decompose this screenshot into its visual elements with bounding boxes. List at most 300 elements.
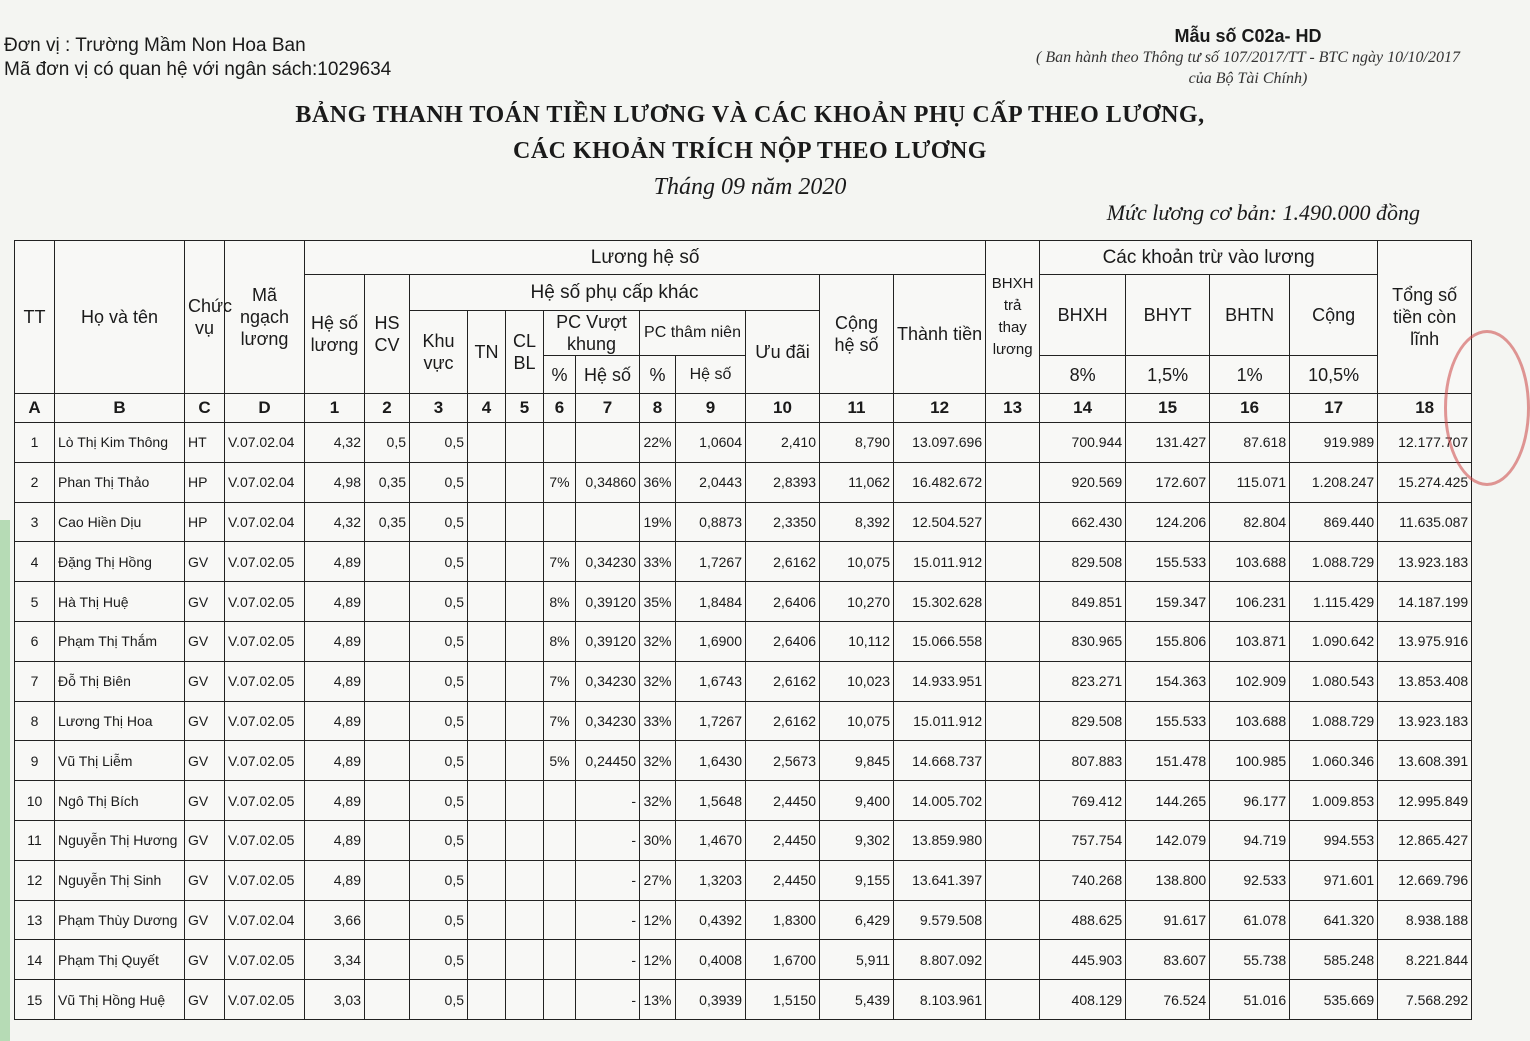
- rate-bhtn: 1%: [1210, 356, 1290, 394]
- table-cell: 0,5: [410, 621, 468, 661]
- table-cell: [544, 781, 576, 821]
- col-grade-code: Mã ngạch lương: [225, 241, 305, 394]
- table-cell: 2,6162: [746, 701, 820, 741]
- table-cell: 51.016: [1210, 980, 1290, 1020]
- table-cell: 0,5: [410, 502, 468, 542]
- table-cell: V.07.02.04: [225, 900, 305, 940]
- table-row: [15, 781, 1472, 821]
- table-cell: 7%: [544, 462, 576, 502]
- table-cell: 1,7267: [676, 701, 746, 741]
- table-cell: 0,5: [410, 781, 468, 821]
- table-cell: [365, 582, 410, 622]
- table-cell: 91.617: [1126, 900, 1210, 940]
- table-cell: 32%: [640, 661, 676, 701]
- table-cell: 1,6743: [676, 661, 746, 701]
- table-cell: 2,8393: [746, 462, 820, 502]
- group-other-allowance: Hệ số phụ cấp khác: [410, 275, 820, 311]
- table-cell: 13.097.696: [894, 423, 986, 463]
- table-cell: [576, 423, 640, 463]
- table-cell: 55.738: [1210, 940, 1290, 980]
- table-cell: 0,5: [410, 661, 468, 701]
- table-cell: 22%: [640, 423, 676, 463]
- table-cell: 4,89: [305, 820, 365, 860]
- table-row: [15, 542, 1472, 582]
- col-salary-coef: Hệ số lương: [305, 275, 365, 394]
- table-cell: 4,32: [305, 502, 365, 542]
- table-cell: 0,5: [410, 980, 468, 1020]
- table-cell: HT: [185, 423, 225, 463]
- table-cell: 0,24450: [576, 741, 640, 781]
- table-cell: [468, 621, 506, 661]
- table-cell: Đặng Thị Hồng: [55, 542, 185, 582]
- table-cell: 115.071: [1210, 462, 1290, 502]
- table-cell: [468, 582, 506, 622]
- table-cell: 155.533: [1126, 542, 1210, 582]
- table-cell: 1,6700: [746, 940, 820, 980]
- budget-code: Mã đơn vị có quan hệ với ngân sách:1029634: [4, 59, 392, 80]
- table-cell: [506, 820, 544, 860]
- table-cell: Lương Thị Hoa: [55, 701, 185, 741]
- column-index: 11: [820, 394, 894, 423]
- table-cell: [468, 462, 506, 502]
- table-cell: 14.668.737: [894, 741, 986, 781]
- col-clbl: CL BL: [506, 311, 544, 394]
- table-cell: 9,155: [820, 860, 894, 900]
- table-cell: 0,35: [365, 502, 410, 542]
- table-cell: Nguyễn Thị Hương: [55, 820, 185, 860]
- table-cell: [365, 900, 410, 940]
- form-note-2: của Bộ Tài Chính): [1188, 70, 1308, 87]
- table-cell: V.07.02.04: [225, 423, 305, 463]
- table-cell: 849.851: [1040, 582, 1126, 622]
- table-cell: 3,34: [305, 940, 365, 980]
- table-cell: [468, 980, 506, 1020]
- table-cell: V.07.02.05: [225, 621, 305, 661]
- table-cell: [365, 820, 410, 860]
- table-cell: [986, 741, 1040, 781]
- table-cell: Lò Thị Kim Thông: [55, 423, 185, 463]
- table-cell: V.07.02.05: [225, 820, 305, 860]
- table-cell: 1,4670: [676, 820, 746, 860]
- table-cell: Vũ Thị Liễm: [55, 741, 185, 781]
- table-cell: [506, 781, 544, 821]
- table-cell: 9.579.508: [894, 900, 986, 940]
- table-cell: [468, 900, 506, 940]
- rate-bhyt: 1,5%: [1126, 356, 1210, 394]
- table-cell: 15: [15, 980, 55, 1020]
- col-tt: TT: [15, 241, 55, 394]
- table-cell: 0,3939: [676, 980, 746, 1020]
- table-cell: 7: [15, 661, 55, 701]
- table-cell: [506, 980, 544, 1020]
- table-cell: GV: [185, 900, 225, 940]
- table-cell: 3,03: [305, 980, 365, 1020]
- table-cell: 103.688: [1210, 701, 1290, 741]
- table-cell: 1,0604: [676, 423, 746, 463]
- table-cell: [468, 542, 506, 582]
- table-cell: Phạm Thùy Dương: [55, 900, 185, 940]
- table-cell: [986, 701, 1040, 741]
- table-cell: 8.938.188: [1378, 900, 1472, 940]
- table-cell: 12.865.427: [1378, 820, 1472, 860]
- table-cell: 10,023: [820, 661, 894, 701]
- column-index: 4: [468, 394, 506, 423]
- table-cell: 662.430: [1040, 502, 1126, 542]
- table-cell: 823.271: [1040, 661, 1126, 701]
- table-cell: 1.060.346: [1290, 741, 1378, 781]
- table-cell: V.07.02.05: [225, 542, 305, 582]
- table-cell: [468, 940, 506, 980]
- table-cell: Đỗ Thị Biên: [55, 661, 185, 701]
- table-cell: 35%: [640, 582, 676, 622]
- col-tham-he-so: Hệ số: [676, 356, 746, 394]
- table-cell: 92.533: [1210, 860, 1290, 900]
- table-cell: [544, 980, 576, 1020]
- col-thanh-tien: Thành tiền: [894, 275, 986, 394]
- table-cell: 13.923.183: [1378, 701, 1472, 741]
- table-cell: 10,112: [820, 621, 894, 661]
- table-cell: 27%: [640, 860, 676, 900]
- table-cell: 36%: [640, 462, 676, 502]
- table-cell: 5%: [544, 741, 576, 781]
- table-cell: 1.088.729: [1290, 542, 1378, 582]
- table-cell: 5,911: [820, 940, 894, 980]
- table-cell: 76.524: [1126, 980, 1210, 1020]
- table-cell: [986, 900, 1040, 940]
- table-cell: 807.883: [1040, 741, 1126, 781]
- table-cell: 1.088.729: [1290, 701, 1378, 741]
- table-cell: 2,6406: [746, 621, 820, 661]
- table-cell: 14.187.199: [1378, 582, 1472, 622]
- column-index: 12: [894, 394, 986, 423]
- table-cell: 15.302.628: [894, 582, 986, 622]
- table-cell: 12: [15, 860, 55, 900]
- table-cell: [506, 582, 544, 622]
- col-uu-dai: Ưu đãi: [746, 311, 820, 394]
- table-cell: 5: [15, 582, 55, 622]
- table-cell: 14.933.951: [894, 661, 986, 701]
- basic-salary: Mức lương cơ bản: 1.490.000 đồng: [1106, 200, 1420, 225]
- table-cell: [365, 940, 410, 980]
- table-cell: 4,89: [305, 741, 365, 781]
- form-note-1: ( Ban hành theo Thông tư số 107/2017/TT - BTC ngày 10/10/2017: [1035, 49, 1460, 66]
- table-cell: GV: [185, 980, 225, 1020]
- rate-cong: 10,5%: [1290, 356, 1378, 394]
- table-cell: 971.601: [1290, 860, 1378, 900]
- table-cell: 4,89: [305, 781, 365, 821]
- table-cell: 408.129: [1040, 980, 1126, 1020]
- table-cell: [506, 701, 544, 741]
- table-cell: 138.800: [1126, 860, 1210, 900]
- table-cell: 0,5: [410, 741, 468, 781]
- table-cell: 0,4008: [676, 940, 746, 980]
- table-cell: 155.806: [1126, 621, 1210, 661]
- column-index: A: [15, 394, 55, 423]
- column-index: 14: [1040, 394, 1126, 423]
- table-cell: 4,32: [305, 423, 365, 463]
- table-cell: 32%: [640, 741, 676, 781]
- table-cell: 14.005.702: [894, 781, 986, 821]
- table-cell: 13.859.980: [894, 820, 986, 860]
- table-cell: -: [576, 980, 640, 1020]
- column-index: 13: [986, 394, 1040, 423]
- table-cell: [506, 661, 544, 701]
- form-block: [1036, 26, 1460, 89]
- table-cell: V.07.02.05: [225, 781, 305, 821]
- table-cell: 3: [15, 502, 55, 542]
- table-cell: -: [576, 820, 640, 860]
- col-cong: Cộng: [1290, 275, 1378, 356]
- table-cell: 172.607: [1126, 462, 1210, 502]
- table-cell: 0,5: [410, 900, 468, 940]
- table-cell: Ngô Thị Bích: [55, 781, 185, 821]
- table-cell: 15.011.912: [894, 542, 986, 582]
- table-cell: 159.347: [1126, 582, 1210, 622]
- table-cell: [365, 661, 410, 701]
- table-cell: 15.011.912: [894, 701, 986, 741]
- table-cell: 87.618: [1210, 423, 1290, 463]
- column-index: 5: [506, 394, 544, 423]
- col-hscv: HS CV: [365, 275, 410, 394]
- table-cell: 32%: [640, 781, 676, 821]
- column-index: 1: [305, 394, 365, 423]
- table-cell: 7%: [544, 542, 576, 582]
- table-cell: 0,5: [410, 582, 468, 622]
- table-cell: 0,35: [365, 462, 410, 502]
- table-cell: 2,6406: [746, 582, 820, 622]
- table-cell: V.07.02.05: [225, 661, 305, 701]
- table-cell: [365, 860, 410, 900]
- table-header: [15, 241, 1472, 423]
- table-cell: [986, 502, 1040, 542]
- table-row: [15, 820, 1472, 860]
- table-cell: 94.719: [1210, 820, 1290, 860]
- table-cell: V.07.02.05: [225, 940, 305, 980]
- table-cell: 1.208.247: [1290, 462, 1378, 502]
- table-cell: 8.221.844: [1378, 940, 1472, 980]
- column-index: 2: [365, 394, 410, 423]
- table-cell: 9,302: [820, 820, 894, 860]
- table-cell: [468, 860, 506, 900]
- col-position: Chức vụ: [185, 241, 225, 394]
- table-cell: [544, 820, 576, 860]
- table-cell: V.07.02.05: [225, 860, 305, 900]
- table-cell: 10,270: [820, 582, 894, 622]
- table-cell: [986, 940, 1040, 980]
- table-cell: 0,5: [410, 940, 468, 980]
- table-cell: [506, 621, 544, 661]
- table-cell: 16.482.672: [894, 462, 986, 502]
- table-cell: 151.478: [1126, 741, 1210, 781]
- table-cell: V.07.02.05: [225, 980, 305, 1020]
- table-cell: 585.248: [1290, 940, 1378, 980]
- table-cell: 2,6162: [746, 661, 820, 701]
- table-cell: 6: [15, 621, 55, 661]
- table-cell: 829.508: [1040, 542, 1126, 582]
- table-cell: [468, 423, 506, 463]
- table-row: [15, 661, 1472, 701]
- table-cell: Phạm Thị Quyết: [55, 940, 185, 980]
- table-cell: [506, 542, 544, 582]
- col-tn: TN: [468, 311, 506, 394]
- table-cell: 4: [15, 542, 55, 582]
- table-cell: 15.274.425: [1378, 462, 1472, 502]
- table-cell: 1,6430: [676, 741, 746, 781]
- col-pc-tham-nien: PC thâm niên: [640, 311, 746, 356]
- table-cell: 12%: [640, 900, 676, 940]
- column-index: 3: [410, 394, 468, 423]
- column-index: 16: [1210, 394, 1290, 423]
- table-cell: 4,89: [305, 860, 365, 900]
- table-cell: 2,0443: [676, 462, 746, 502]
- table-cell: 96.177: [1210, 781, 1290, 821]
- table-cell: 1.009.853: [1290, 781, 1378, 821]
- table-cell: 830.965: [1040, 621, 1126, 661]
- table-cell: V.07.02.04: [225, 502, 305, 542]
- table-cell: 8%: [544, 582, 576, 622]
- table-cell: [468, 502, 506, 542]
- table-cell: 0,8873: [676, 502, 746, 542]
- table-cell: 0,5: [410, 462, 468, 502]
- table-cell: 0,5: [410, 860, 468, 900]
- document-title-2: CÁC KHOẢN TRÍCH NỘP THEO LƯƠNG: [513, 138, 987, 164]
- table-cell: 2: [15, 462, 55, 502]
- table-cell: Phạm Thị Thắm: [55, 621, 185, 661]
- table-cell: 7%: [544, 661, 576, 701]
- table-row: [15, 741, 1472, 781]
- table-cell: GV: [185, 781, 225, 821]
- table-cell: 4,98: [305, 462, 365, 502]
- table-cell: 11,062: [820, 462, 894, 502]
- table-cell: [544, 940, 576, 980]
- table-row: [15, 900, 1472, 940]
- table-cell: 3,66: [305, 900, 365, 940]
- table-cell: 12.177.707: [1378, 423, 1472, 463]
- table-cell: 12%: [640, 940, 676, 980]
- table-cell: 700.944: [1040, 423, 1126, 463]
- column-index: 15: [1126, 394, 1210, 423]
- table-cell: [506, 940, 544, 980]
- table-cell: 8.103.961: [894, 980, 986, 1020]
- table-cell: V.07.02.04: [225, 462, 305, 502]
- table-cell: 1,6900: [676, 621, 746, 661]
- table-cell: GV: [185, 741, 225, 781]
- table-cell: 4,89: [305, 582, 365, 622]
- table-cell: 769.412: [1040, 781, 1126, 821]
- table-cell: 4,89: [305, 701, 365, 741]
- table-row: [15, 701, 1472, 741]
- table-cell: 757.754: [1040, 820, 1126, 860]
- table-cell: 13.608.391: [1378, 741, 1472, 781]
- table-cell: 535.669: [1290, 980, 1378, 1020]
- table-cell: 0,5: [410, 542, 468, 582]
- col-name: Họ và tên: [55, 241, 185, 394]
- table-cell: V.07.02.05: [225, 741, 305, 781]
- col-region: Khu vực: [410, 311, 468, 394]
- table-cell: 9,845: [820, 741, 894, 781]
- document-title-1: BẢNG THANH TOÁN TIỀN LƯƠNG VÀ CÁC KHOẢN PHỤ CẤP THEO LƯƠNG,: [295, 102, 1205, 128]
- table-row: [15, 502, 1472, 542]
- table-cell: [986, 781, 1040, 821]
- table-cell: [468, 661, 506, 701]
- table-cell: 13.853.408: [1378, 661, 1472, 701]
- table-cell: 8.807.092: [894, 940, 986, 980]
- column-index: 10: [746, 394, 820, 423]
- table-cell: 7%: [544, 701, 576, 741]
- table-cell: 2,4450: [746, 781, 820, 821]
- table-cell: 1,5150: [746, 980, 820, 1020]
- table-cell: 19%: [640, 502, 676, 542]
- table-cell: 0,34230: [576, 701, 640, 741]
- col-bhxh: BHXH: [1040, 275, 1126, 356]
- official-stamp: [1444, 330, 1530, 486]
- table-cell: 154.363: [1126, 661, 1210, 701]
- table-cell: 1,3203: [676, 860, 746, 900]
- table-cell: 11: [15, 820, 55, 860]
- table-cell: Nguyễn Thị Sinh: [55, 860, 185, 900]
- table-cell: 445.903: [1040, 940, 1126, 980]
- table-cell: [576, 502, 640, 542]
- table-cell: 103.871: [1210, 621, 1290, 661]
- table-cell: 13.975.916: [1378, 621, 1472, 661]
- background-green-strip: [0, 520, 10, 1041]
- table-cell: 0,5: [410, 701, 468, 741]
- table-cell: [986, 582, 1040, 622]
- table-cell: V.07.02.05: [225, 582, 305, 622]
- table-cell: [544, 860, 576, 900]
- table-cell: 144.265: [1126, 781, 1210, 821]
- table-cell: 12.669.796: [1378, 860, 1472, 900]
- table-cell: 12.995.849: [1378, 781, 1472, 821]
- table-cell: [544, 502, 576, 542]
- column-index: 18: [1378, 394, 1472, 423]
- table-cell: 0,5: [410, 820, 468, 860]
- table-row: [15, 980, 1472, 1020]
- table-row: [15, 940, 1472, 980]
- table-cell: [468, 701, 506, 741]
- table-cell: 8: [15, 701, 55, 741]
- table-cell: 82.804: [1210, 502, 1290, 542]
- table-cell: GV: [185, 860, 225, 900]
- table-cell: 1.090.642: [1290, 621, 1378, 661]
- table-cell: [986, 621, 1040, 661]
- table-cell: V.07.02.05: [225, 701, 305, 741]
- table-cell: 2,410: [746, 423, 820, 463]
- table-cell: 1,7267: [676, 542, 746, 582]
- table-cell: 33%: [640, 701, 676, 741]
- table-cell: 2,4450: [746, 860, 820, 900]
- table-cell: GV: [185, 940, 225, 980]
- table-cell: 11.635.087: [1378, 502, 1472, 542]
- org-unit: Đơn vị : Trường Mầm Non Hoa Ban: [4, 35, 306, 56]
- table-cell: 131.427: [1126, 423, 1210, 463]
- table-cell: [506, 860, 544, 900]
- group-coefficient-salary: Lương hệ số: [305, 241, 986, 275]
- table-cell: HP: [185, 502, 225, 542]
- table-cell: 12.504.527: [894, 502, 986, 542]
- col-vuot-pct: %: [544, 356, 576, 394]
- table-cell: Hà Thị Huệ: [55, 582, 185, 622]
- table-cell: 919.989: [1290, 423, 1378, 463]
- table-cell: [986, 860, 1040, 900]
- table-cell: [986, 661, 1040, 701]
- table-cell: 920.569: [1040, 462, 1126, 502]
- col-pc-vuot-khung: PC Vượt khung: [544, 311, 640, 356]
- table-row: [15, 621, 1472, 661]
- col-tham-pct: %: [640, 356, 676, 394]
- table-cell: 0,34230: [576, 661, 640, 701]
- table-cell: 1,8300: [746, 900, 820, 940]
